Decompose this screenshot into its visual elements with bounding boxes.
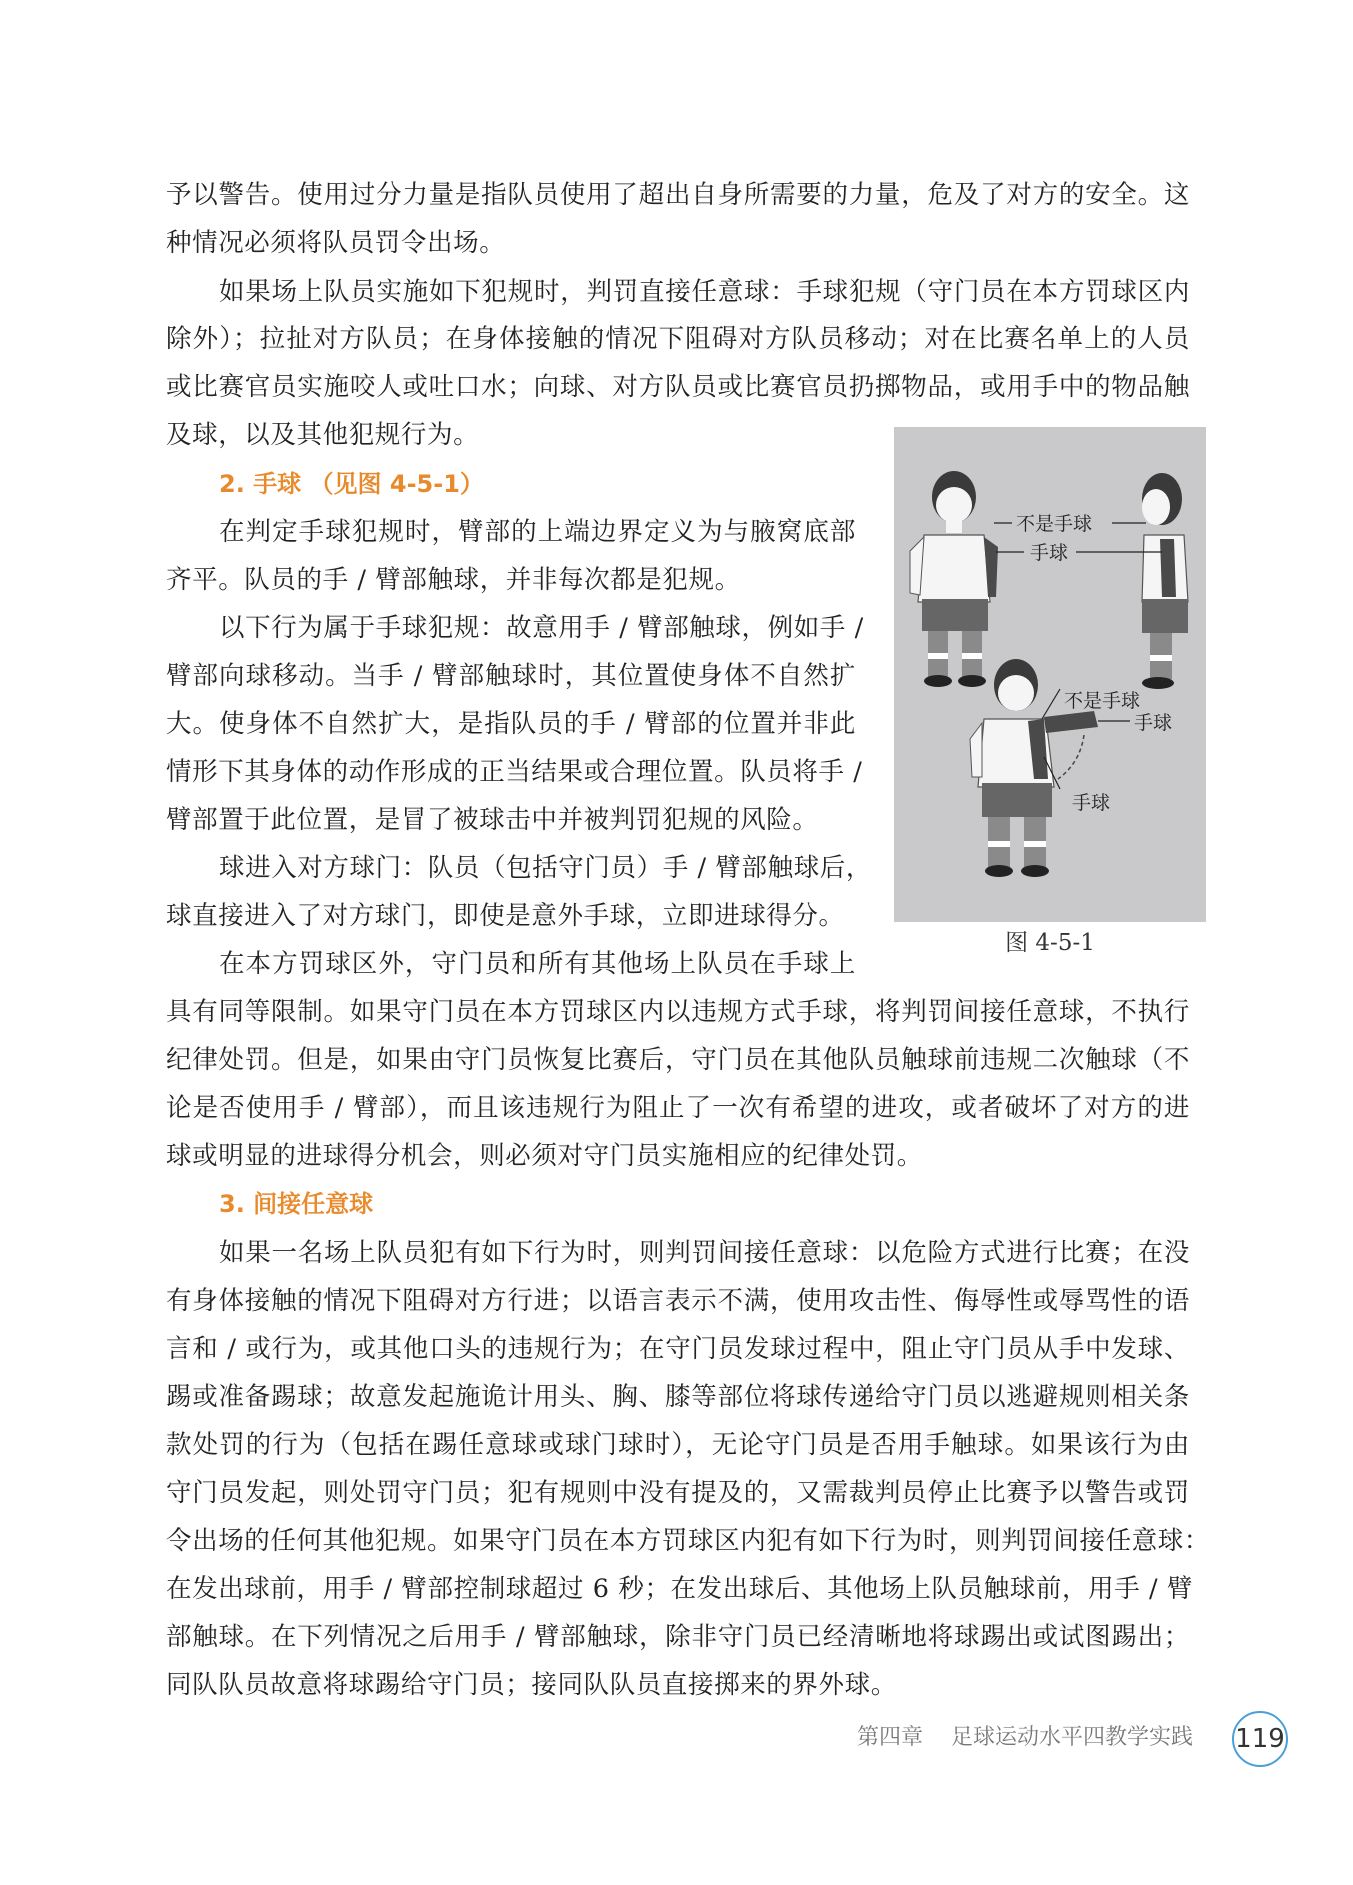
body-text-line: 守门员发起，则处罚守门员；犯有规则中没有提及的，又需裁判员停止比赛予以警告或罚 <box>166 1478 1190 1508</box>
body-text-line: 臂部向球移动。当手 / 臂部触球时，其位置使身体不自然扩 <box>166 661 856 691</box>
body-text-line: 论是否使用手 / 臂部），而且该违规行为阻止了一次有希望的进攻，或者破坏了对方的进 <box>166 1093 1190 1123</box>
body-text-line: 言和 / 或行为，或其他口头的违规行为；在守门员发球过程中，阻止守门员从手中发球、 <box>166 1334 1190 1364</box>
body-text-line: 球或明显的进球得分机会，则必须对守门员实施相应的纪律处罚。 <box>166 1141 923 1171</box>
body-text-line: 齐平。队员的手 / 臂部触球，并非每次都是犯规。 <box>166 565 741 595</box>
chapter-title: 足球运动水平四教学实践 <box>950 1725 1193 1750</box>
body-text-line: 如果场上队员实施如下犯规时，判罚直接任意球：手球犯规（守门员在本方罚球区内 <box>219 277 1190 307</box>
body-text-line: 款处罚的行为（包括在踢任意球或球门球时），无论守门员是否用手触球。如果该行为由 <box>166 1430 1190 1460</box>
chapter-label: 第四章 <box>856 1725 923 1750</box>
player-front-left <box>910 471 998 687</box>
figure-caption: 图 4-5-1 <box>1005 930 1095 956</box>
handball-figure <box>894 427 1206 922</box>
body-text-line: 如果一名场上队员犯有如下行为时，则判罚间接任意球：以危险方式进行比赛；在没 <box>219 1238 1190 1268</box>
body-text-line: 种情况必须将队员罚令出场。 <box>166 228 506 258</box>
body-text-line: 部触球。在下列情况之后用手 / 臂部触球，除非守门员已经清晰地将球踢出或试图踢出； <box>166 1622 1190 1652</box>
section-heading-indirect-free-kick: 3. 间接任意球 <box>219 1190 374 1218</box>
body-text-line: 令出场的任何其他犯规。如果守门员在本方罚球区内犯有如下行为时，则判罚间接任意球： <box>166 1526 1211 1556</box>
body-text-line: 球进入对方球门：队员（包括守门员）手 / 臂部触球后， <box>219 853 873 883</box>
label-handball: 手球 <box>1030 542 1069 564</box>
body-text-line: 在本方罚球区外，守门员和所有其他场上队员在手球上 <box>219 949 856 979</box>
body-text-line: 大。使身体不自然扩大，是指队员的手 / 臂部的位置并非此 <box>166 709 856 739</box>
body-text-line: 或比赛官员实施咬人或吐口水；向球、对方队员或比赛官员扔掷物品，或用手中的物品触 <box>166 372 1190 402</box>
body-text-line: 有身体接触的情况下阻碍对方行进；以语言表示不满，使用攻击性、侮辱性或辱骂性的语 <box>166 1286 1190 1316</box>
label-not-handball: 不是手球 <box>1016 513 1093 535</box>
running-footer <box>857 1723 1193 1753</box>
body-text-line: 纪律处罚。但是，如果由守门员恢复比赛后，守门员在其他队员触球前违规二次触球（不 <box>166 1045 1190 1075</box>
body-text-line: 在发出球前，用手 / 臂部控制球超过 6 秒；在发出球后、其他场上队员触球前，用手 / 臂 <box>166 1574 1194 1604</box>
body-text-line: 除外）；拉扯对方队员；在身体接触的情况下阻碍对方队员移动；对在比赛名单上的人员 <box>166 324 1190 354</box>
label-not-handball: 不是手球 <box>1064 690 1141 712</box>
body-text-line: 同队队员故意将球踢给守门员；接同队队员直接掷来的界外球。 <box>166 1670 897 1700</box>
body-text-line: 具有同等限制。如果守门员在本方罚球区内以违规方式手球，将判罚间接任意球，不执行 <box>166 997 1190 1027</box>
body-text-line: 球直接进入了对方球门，即使是意外手球，立即进球得分。 <box>166 901 845 931</box>
player-side-right <box>1142 473 1188 689</box>
body-text-line: 踢或准备踢球；故意发起施诡计用头、胸、膝等部位将球传递给守门员以逃避规则相关条 <box>166 1382 1190 1412</box>
page-number: 119 <box>1232 1711 1288 1767</box>
body-text-line: 在判定手球犯规时，臂部的上端边界定义为与腋窝底部 <box>219 517 856 547</box>
body-text-line: 予以警告。使用过分力量是指队员使用了超出自身所需要的力量，危及了对方的安全。这 <box>166 180 1190 210</box>
body-text-line: 情形下其身体的动作形成的正当结果或合理位置。队员将手 / <box>166 757 863 787</box>
label-handball: 手球 <box>1072 792 1111 814</box>
label-handball: 手球 <box>1134 712 1173 734</box>
body-text-line: 及球，以及其他犯规行为。 <box>166 420 480 450</box>
body-text-line: 以下行为属于手球犯规：故意用手 / 臂部触球，例如手 / <box>219 613 864 643</box>
leader-line <box>1042 689 1060 719</box>
arm-motion-arrow <box>1058 735 1084 779</box>
handball-illustration <box>894 427 1206 922</box>
section-heading-handball: 2. 手球 （见图 4-5-1） <box>219 470 484 498</box>
body-text-line: 臂部置于此位置，是冒了被球击中并被判罚犯规的风险。 <box>166 805 819 835</box>
